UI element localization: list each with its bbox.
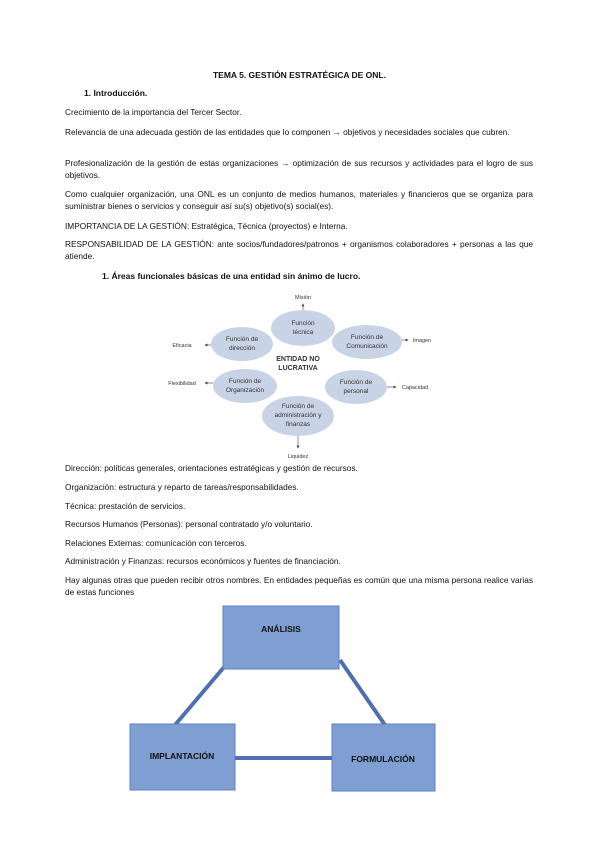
diagram-center-line1: ENTIDAD NO [276,356,320,363]
node-personal-line2: personal [343,388,369,395]
node-direccion-line1: Función de [225,336,259,343]
paragraph-importancia: IMPORTANCIA DE LA GESTIÓN: Estratégica, Técnica (proyectos) e Interna. [65,221,348,231]
section-heading-areas: 1. Áreas funcionales básicas de una entidad sin ánimo de lucro. [102,271,361,281]
output-flexibilidad: Flexibilidad [168,381,196,387]
paragraph-profesionalizacion: Profesionalización de la gestión de estas organizaciones → optimización de sus recursos y actividades para el logro de sus objetivos. [65,158,533,180]
label-implantacion: IMPLANTACIÓN [149,751,215,761]
node-administracion-line3: finanzas [285,421,311,428]
paragraph-responsabilidad: RESPONSABILIDAD DE LA GESTIÓN: ante socios/fundadores/patronos + organismos colaboradores + personas a las que atiende. [65,239,533,261]
node-administracion-line1: Función de [281,403,315,410]
node-personal-line1: Función de [339,379,373,386]
node-organizacion-ellipse [213,369,277,403]
strategic-cycle-diagram [120,600,440,800]
functional-areas-diagram [160,288,450,463]
output-eficacia: Eficacia [172,343,192,349]
output-mision: Misión [295,295,311,301]
box-analisis [223,606,339,669]
node-comunicacion-line2: Comunicación [346,343,388,350]
label-formulacion: FORMULACIÓN [351,754,415,764]
paragraph-direccion: Dirección: políticas generales, orientaciones estratégicas y gestión de recursos. [65,463,358,473]
node-comunicacion-line1: Función de [350,334,384,341]
node-direccion-line2: dirección [228,345,256,352]
output-capacidad: Capacidad [401,385,429,391]
section-heading-introduccion: 1. Introducción. [84,88,148,98]
paragraph-tecnica: Técnica: prestación de servicios. [65,501,186,511]
label-analisis: ANÁLISIS [261,624,301,634]
diagram-center-line2: LUCRATIVA [278,365,318,372]
node-direccion-ellipse [211,327,273,361]
page-title: TEMA 5. GESTIÓN ESTRATÉGICA DE ONL. [212,70,386,80]
output-liquidez: Liquidez [287,454,309,460]
node-tecnica-ellipse [271,310,335,346]
paragraph-relaciones-externas: Relaciones Externas: comunicación con terceros. [65,538,247,548]
paragraph-administracion: Administración y Finanzas: recursos económicos y fuentes de financiación. [65,556,341,566]
node-comunicacion-ellipse [332,325,402,359]
node-organizacion-line1: Función de [228,378,262,385]
paragraph-crecimiento: Crecimiento de la importancia del Tercer Sector. [65,107,242,117]
paragraph-relevancia: Relevancia de una adecuada gestión de las entidades que lo componen → objetivos y necesidades sociales que cubren. [65,127,510,137]
node-tecnica-line2: técnica [292,329,314,336]
paragraph-recursos-humanos: Recursos Humanos (Personas): personal contratado y/o voluntario. [65,519,313,529]
output-imagen: Imagen [412,338,432,344]
node-tecnica-line1: Función [291,320,315,327]
node-personal-ellipse [325,370,387,404]
paragraph-otras-funciones: Hay algunas otras que pueden recibir otros nombres. En entidades pequeñas es común que una misma persona realice varias de estas funciones [65,575,533,597]
node-administracion-line2: administración y [274,412,322,419]
paragraph-organizacion-onl: Como cualquier organización, una ONL es un conjunto de medios humanos, materiales y financieros que se organiza para suministrar bienes o servicios y conseguir así su(s) objetivo(s) social(es). [65,189,533,211]
node-organizacion-line2: Organización [225,387,265,394]
paragraph-organizacion: Organización: estructura y reparto de tareas/responsabilidades. [65,482,299,492]
